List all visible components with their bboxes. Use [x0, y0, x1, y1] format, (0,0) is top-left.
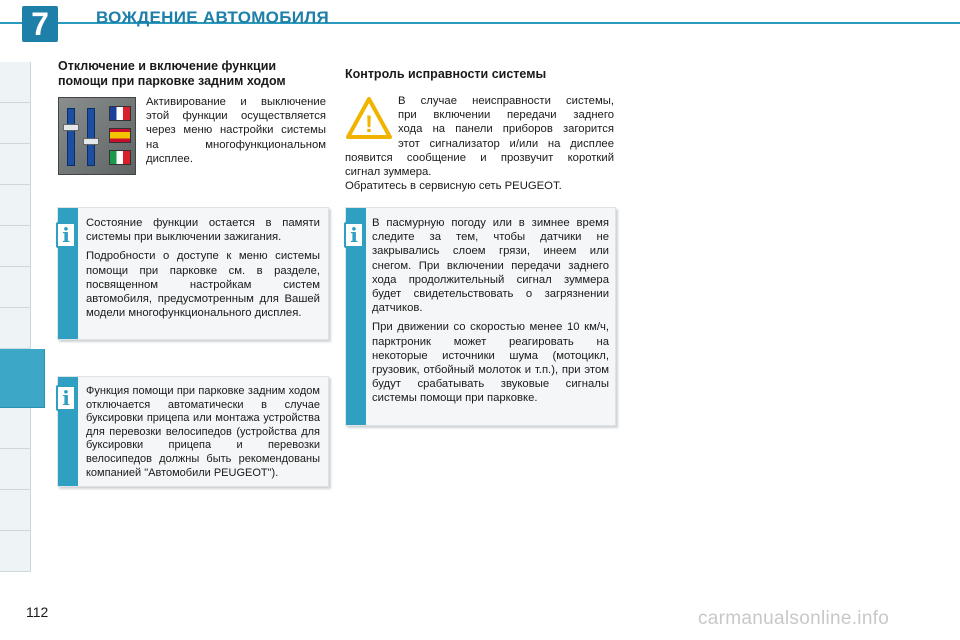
header-bar: [0, 0, 960, 44]
chapter-tab-strip: [0, 62, 30, 574]
service-text: Обратитесь в сервисную сеть PEUGEOT.: [345, 180, 562, 192]
chapter-tab[interactable]: [0, 103, 31, 144]
info-paragraph: Состояние функции остается в памяти системы при выключении зажигания.: [86, 217, 320, 244]
warning-text-continued: [345, 151, 614, 179]
warning-text-block: [398, 94, 614, 151]
warning-exclamation: !: [365, 111, 373, 138]
chapter-tab-active[interactable]: [0, 349, 45, 408]
info-text: [86, 216, 320, 325]
chapter-tab[interactable]: [0, 267, 31, 308]
section-heading-right: Контроль исправности системы: [345, 67, 547, 81]
info-box-sensors: [345, 207, 616, 426]
chapter-tab[interactable]: [0, 185, 31, 226]
info-text: [86, 385, 320, 485]
chapter-tab[interactable]: [0, 408, 31, 449]
chapter-tab[interactable]: [0, 531, 31, 572]
warning-line: сигнал зуммера.: [345, 166, 432, 179]
info-box-towing: [57, 376, 329, 487]
info-paragraph: При движении со скоростью менее 10 км/ч, парктроник может реагировать на некоторые источники шума (мотоцикл, грузовик, отбойный молоток и т.п.), при этом будут срабатывать звуковые сигналы системы помощи при парковке.: [372, 321, 609, 405]
slider-bar: [87, 108, 95, 166]
info-icon: i: [344, 222, 364, 248]
info-box-memory: [57, 207, 329, 340]
slider-bar: [67, 108, 75, 166]
flag-icon: [109, 106, 131, 121]
warning-triangle-icon: [346, 97, 392, 139]
heading-line: помощи при парковке задним ходом: [58, 74, 286, 88]
intro-text: Активирование и выключение этой функции осуществляется через меню настройки системы на многофункциональном дисплее.: [146, 96, 326, 165]
warning-line: В случае неисправности системы,: [398, 95, 614, 107]
info-paragraph: Подробности о доступе к меню системы помощи при парковке см. в разделе, посвященном настройкам систем автомобиля, предусмотренным для Вашей модели многофункционального дисплея.: [86, 250, 320, 320]
warning-line: появится сообщение и прозвучит короткий: [345, 152, 614, 164]
slider-knob: [83, 138, 99, 145]
info-paragraph: Функция помощи при парковке задним ходом отключается автоматически в случае буксировки прицепа или монтажа устройства для перевозки велосипедов (устройства для буксировки прицепа и перевозки велосипедов должны быть рекомендованы компанией "Автомобили PEUGEOT").: [86, 385, 320, 479]
chapter-tab[interactable]: [0, 308, 31, 349]
page-number: 112: [26, 604, 49, 620]
chapter-tab[interactable]: [0, 226, 31, 267]
flag-icon: [109, 150, 131, 165]
flag-icon: [109, 128, 131, 143]
page-title: ВОЖДЕНИЕ АВТОМОБИЛЯ: [96, 8, 329, 27]
chapter-tab[interactable]: [0, 449, 31, 490]
info-icon: i: [56, 222, 76, 248]
info-paragraph: В пасмурную погоду или в зимнее время следите за тем, чтобы датчики не закрывались слоем грязи, инеем или снегом. При включении передачи заднего хода продолжительный сигнал зуммера будет свидетельствовать о загрязнении датчиков.: [372, 217, 609, 315]
chapter-tab[interactable]: [0, 62, 31, 103]
chapter-badge: 7: [22, 6, 58, 42]
settings-menu-image: [58, 97, 136, 175]
slider-knob: [63, 124, 79, 131]
chapter-tab[interactable]: [0, 490, 31, 531]
warning-line: при включении передачи заднего: [398, 109, 614, 122]
warning-line: этот сигнализатор и/или на дисплее: [398, 137, 614, 150]
watermark-text: carmanualsonline.info: [698, 608, 890, 629]
info-text: [372, 216, 609, 411]
section-heading-left: [58, 59, 286, 89]
warning-line: хода на панели приборов загорится: [398, 123, 614, 136]
heading-line: Отключение и включение функции: [58, 59, 277, 73]
info-icon: i: [56, 385, 76, 411]
chapter-tab[interactable]: [0, 144, 31, 185]
